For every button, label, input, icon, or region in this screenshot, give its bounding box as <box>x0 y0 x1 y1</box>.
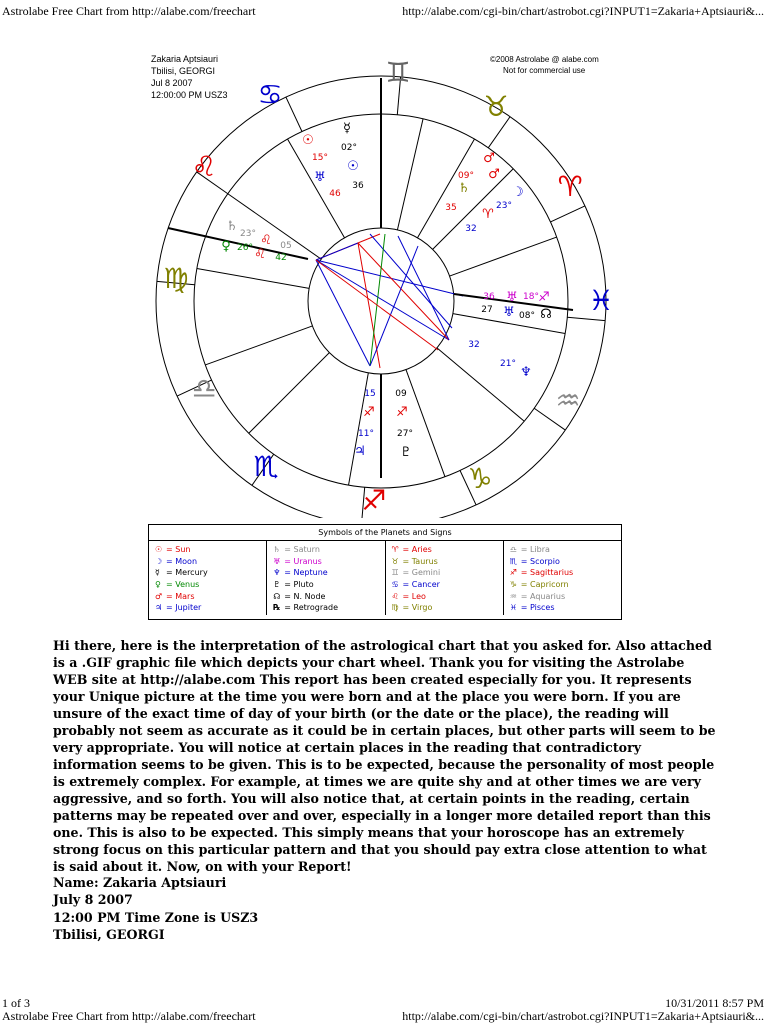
svg-text:05: 05 <box>280 241 292 251</box>
legend-item <box>273 556 378 568</box>
svg-text:15°: 15° <box>312 153 328 163</box>
moon-crescent-icon: ☽ <box>512 185 524 200</box>
legend-symbol-icon: ♐ <box>509 568 517 578</box>
chart-copyright: ©2008 Astrolabe @ alabe.com <box>490 55 599 64</box>
legend-item <box>155 556 260 568</box>
legend-label: = Gemini <box>402 568 441 578</box>
sun-icon: ☉ <box>302 133 314 148</box>
legend-label: = Virgo <box>402 603 433 613</box>
legend-item <box>273 579 378 591</box>
legend-label: = Venus <box>166 580 200 590</box>
svg-text:36: 36 <box>483 292 495 302</box>
svg-text:46: 46 <box>329 189 341 199</box>
legend-item <box>155 579 260 591</box>
svg-text:23°: 23° <box>496 201 512 211</box>
legend-item <box>273 602 378 614</box>
svg-text:42: 42 <box>275 253 287 263</box>
legend-symbol-icon: ♒ <box>509 591 517 601</box>
legend-label: = Aquarius <box>520 591 566 601</box>
legend-columns <box>149 541 621 615</box>
moon-icon: ☉ <box>347 159 359 174</box>
info-name: Name: Zakaria Aptsiauri <box>53 875 227 890</box>
legend-item <box>273 544 378 556</box>
leo-icon: ♌ <box>191 150 217 183</box>
legend-item <box>510 602 615 614</box>
aries-planet-icon: ♈ <box>482 207 494 222</box>
header-right-url: http://alabe.com/cgi-bin/chart/astrobot.cgi?INPUT1=Zakaria+Aptsiauri&... <box>402 4 764 18</box>
pisces-icon: ♓ <box>588 284 614 317</box>
gemini-icon: ♊ <box>385 56 411 89</box>
legend-label: = Aries <box>402 545 432 554</box>
svg-text:27: 27 <box>481 305 493 315</box>
legend-item <box>510 567 615 579</box>
chart-notice: Not for commercial use <box>503 66 586 75</box>
sagittarius-icon: ♐ <box>361 484 387 517</box>
legend-item <box>392 556 497 568</box>
chart-place: Tbilisi, GEORGI <box>151 66 216 76</box>
legend-item <box>155 544 260 556</box>
aquarius-icon: ♒ <box>555 384 581 417</box>
leo-planet2-icon: ♌ <box>254 247 266 262</box>
saturn-icon: ♄ <box>226 219 238 234</box>
leo-planet-icon: ♌ <box>260 233 272 248</box>
legend-symbol-icon: ☽ <box>155 556 163 566</box>
legend-item <box>510 579 615 591</box>
legend-label: = Pisces <box>520 603 555 613</box>
sagittarius-lower2-icon: ♐ <box>396 405 408 420</box>
legend-label: = Retrograde <box>284 603 339 613</box>
svg-text:21°: 21° <box>500 359 516 369</box>
legend-item <box>392 544 497 556</box>
legend-item <box>392 602 497 614</box>
uranus-icon: ♅ <box>314 170 326 185</box>
legend-symbol-icon: ♌ <box>391 591 399 601</box>
svg-text:32: 32 <box>465 224 477 234</box>
legend-symbol-icon: ♍ <box>391 603 399 613</box>
legend-label: = Uranus <box>284 556 322 566</box>
taurus-icon: ♉ <box>483 90 509 123</box>
virgo-icon: ♍ <box>163 262 189 295</box>
svg-text:09: 09 <box>395 389 407 399</box>
footer-datetime: 10/31/2011 8:57 PM <box>665 996 764 1010</box>
interpretation-text <box>53 637 723 875</box>
symbols-legend <box>148 524 622 620</box>
legend-column <box>267 541 385 615</box>
legend-label: = N. Node <box>284 591 326 601</box>
legend-symbol-icon: ☿ <box>155 568 160 578</box>
legend-label: = Moon <box>166 556 198 566</box>
legend-label: = Sagittarius <box>520 568 574 578</box>
legend-symbol-icon: ♉ <box>391 556 399 566</box>
legend-symbol-icon: ♏ <box>509 556 517 566</box>
legend-symbol-icon: ♂ <box>155 591 163 601</box>
pluto-icon: ♇ <box>400 445 412 460</box>
libra-icon: ♎ <box>191 372 217 405</box>
mercury-icon: ☿ <box>343 121 351 136</box>
legend-label: = Saturn <box>284 545 320 554</box>
legend-label: = Jupiter <box>166 603 202 613</box>
legend-label: = Cancer <box>402 580 440 590</box>
legend-title: Symbols of the Planets and Signs <box>149 525 621 541</box>
sagittarius-lower-icon: ♐ <box>363 405 375 420</box>
aries-icon: ♈ <box>557 170 583 203</box>
legend-item <box>155 591 260 603</box>
svg-text:36: 36 <box>352 181 364 191</box>
footer-page-number: 1 of 3 <box>2 996 30 1010</box>
legend-item <box>273 567 378 579</box>
legend-item <box>273 591 378 603</box>
legend-symbol-icon: ♈ <box>391 545 399 554</box>
legend-symbol-icon: ♀ <box>155 580 161 590</box>
chart-name: Zakaria Aptsiauri <box>151 54 219 64</box>
sagittarius-right-icon: ♐ <box>538 290 550 305</box>
legend-label: = Capricorn <box>520 580 569 590</box>
footer-left-title: Astrolabe Free Chart from http://alabe.com/freechart <box>2 1009 256 1023</box>
legend-item <box>155 567 260 579</box>
legend-column <box>386 541 504 615</box>
legend-item <box>392 567 497 579</box>
uranus-right-icon: ♅ <box>506 290 518 305</box>
cancer-icon: ♋ <box>257 78 283 111</box>
legend-item <box>392 591 497 603</box>
saturn2-icon: ♄ <box>458 181 470 196</box>
legend-symbol-icon: ℞ <box>273 603 281 613</box>
chart-date: Jul 8 2007 <box>151 78 193 88</box>
svg-text:09°: 09° <box>458 171 474 181</box>
info-place: Tbilisi, GEORGI <box>53 927 165 943</box>
svg-text:32: 32 <box>468 340 480 350</box>
info-time: 12:00 PM Time Zone is USZ3 <box>53 909 259 925</box>
legend-symbol-icon: ♇ <box>273 580 281 590</box>
svg-text:23°: 23° <box>240 229 256 239</box>
venus-icon: ♀ <box>221 239 231 254</box>
legend-label: = Pluto <box>284 580 314 590</box>
legend-label: = Taurus <box>402 556 438 566</box>
legend-column <box>149 541 267 615</box>
legend-symbol-icon: ♊ <box>391 568 399 578</box>
legend-symbol-icon: ☊ <box>273 591 281 601</box>
legend-label: = Mercury <box>166 568 208 578</box>
jupiter-icon: ♃ <box>354 444 366 459</box>
legend-item <box>392 579 497 591</box>
legend-symbol-icon: ♅ <box>273 556 281 566</box>
svg-text:08°: 08° <box>519 311 535 321</box>
legend-item <box>510 544 615 556</box>
mars2-icon: ♂ <box>488 167 500 182</box>
legend-symbol-icon: ♃ <box>155 603 163 613</box>
legend-column <box>504 541 621 615</box>
legend-label: = Sun <box>166 545 191 554</box>
legend-label: = Neptune <box>284 568 328 578</box>
node-icon: ☊ <box>540 307 552 322</box>
legend-label: = Libra <box>520 545 550 554</box>
intro-paragraph: Hi there, here is the interpretation of the astrological chart that you asked for. Also attached is a .GIF graphic file which depicts your chart wheel. Thank you for visiting the Astrolabe WEB site at http://alabe.com This report has been created especially for you. It represents your Unique picture at the time you were born and at the place you were born. If you are unsure of the exact time of day of your birth (or the date or the place), the reading will probably not seem as accurate as it could be in certain places, but other parts will seem to be very appropriate. You will notice at certain places in the reading that contradictory information seems to be given. This is to be expected, because the personality of most people is extremely complex. For example, at times we are quite shy and at other times we are very aggressive, and so forth. You will also notice that, at certain points in the reading, certain patterns may be repeated over and over, especially in a longer more detailed report than this one. This is also to be expected. This simply means that your horoscope has an extremely strong focus on this particular pattern and that you should pay extra close attention to what is said about it. Now, on with your Report! <box>53 638 716 874</box>
legend-symbol-icon: ♆ <box>273 568 281 578</box>
legend-symbol-icon: ♑ <box>509 580 517 590</box>
legend-item <box>510 591 615 603</box>
info-date: July 8 2007 <box>53 892 133 908</box>
legend-label: = Scorpio <box>520 556 560 566</box>
capricorn-icon: ♑ <box>467 462 493 495</box>
legend-symbol-icon: ♄ <box>273 545 281 554</box>
chart-wheel <box>148 48 620 518</box>
legend-item <box>155 602 260 614</box>
svg-text:18°: 18° <box>523 292 539 302</box>
mars-icon: ♂ <box>483 151 495 166</box>
legend-label: = Mars <box>166 591 195 601</box>
legend-symbol-icon: ♎ <box>509 545 517 554</box>
legend-symbol-icon: ♓ <box>509 603 517 613</box>
svg-text:27°: 27° <box>397 429 413 439</box>
legend-label: = Leo <box>402 591 426 601</box>
neptune-icon: ♆ <box>520 365 532 380</box>
neptune-small-icon: ♅ <box>503 305 515 320</box>
legend-symbol-icon: ☉ <box>155 545 163 554</box>
scorpio-icon: ♏ <box>253 450 279 483</box>
chart-time: 12:00:00 PM USZ3 <box>151 90 228 100</box>
footer-right-url: http://alabe.com/cgi-bin/chart/astrobot.cgi?INPUT1=Zakaria+Aptsiauri&... <box>402 1009 764 1023</box>
svg-text:11°: 11° <box>358 429 374 439</box>
svg-text:35: 35 <box>445 203 457 213</box>
svg-text:26°: 26° <box>237 243 253 253</box>
svg-text:02°: 02° <box>341 143 357 153</box>
svg-text:15: 15 <box>364 389 376 399</box>
header-left-title: Astrolabe Free Chart from http://alabe.com/freechart <box>2 4 256 18</box>
birth-info <box>53 874 258 944</box>
legend-symbol-icon: ♋ <box>391 580 399 590</box>
legend-item <box>510 556 615 568</box>
